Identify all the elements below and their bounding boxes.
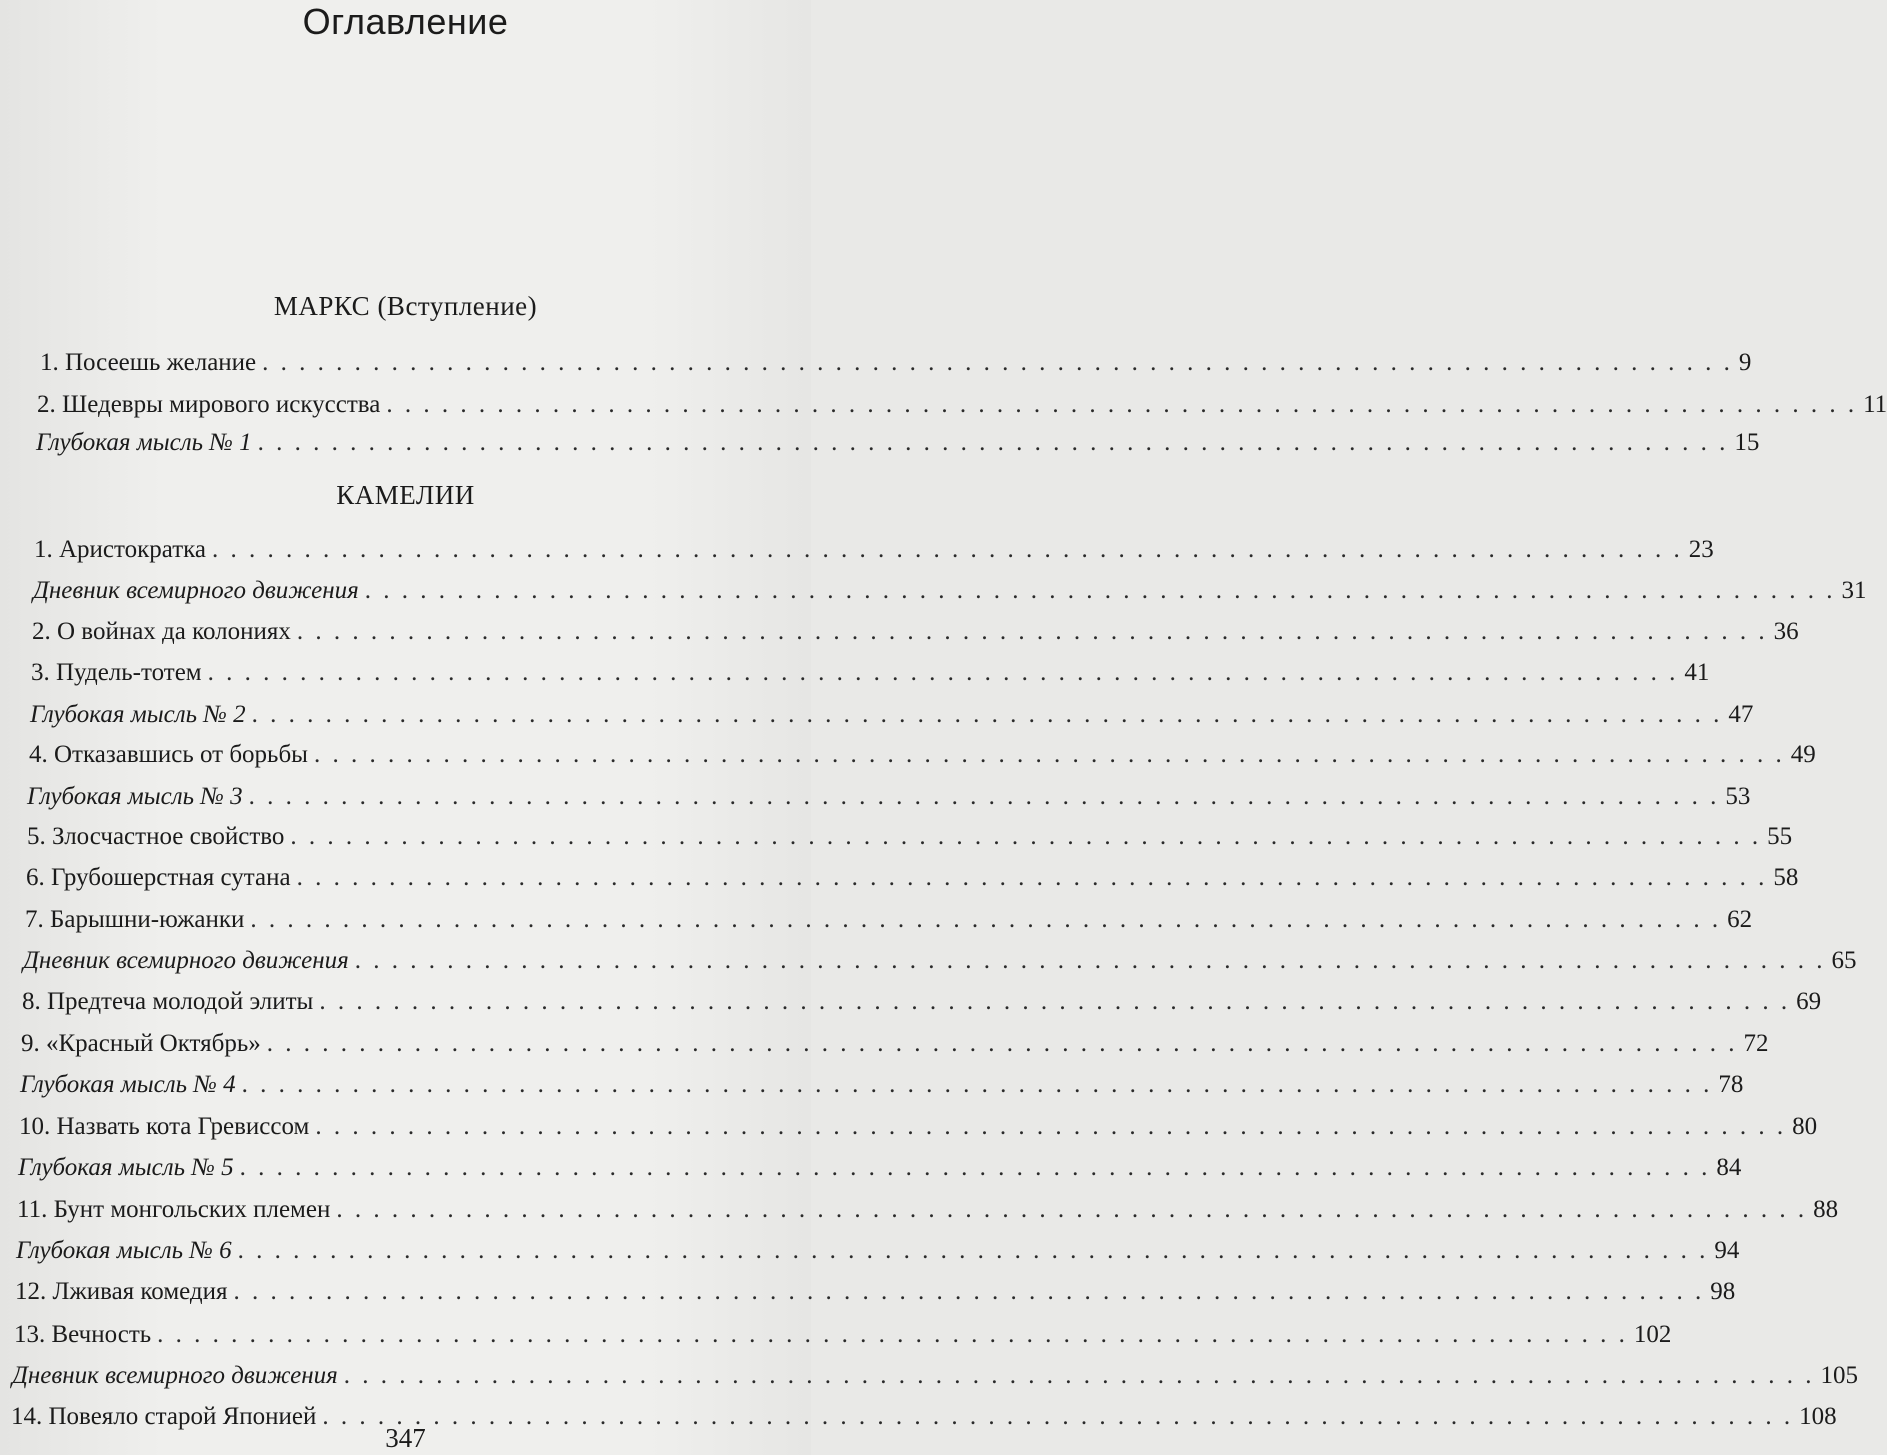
- toc-entry: [27, 820, 1793, 854]
- dot-leader: . . . . . . . . . . . . . . . . . . . . . . . . . . . . . . . . . . . . . . . . . . . . . . . . . . . . . . . . . . . . . . . . . . . . . . . . . . . . . . . .: [313, 741, 1785, 768]
- dot-leader: . . . . . . . . . . . . . . . . . . . . . . . . . . . . . . . . . . . . . . . . . . . . . . . . . . . . . . . . . . . . . . . . . . . . . . . . . . . . . . . .: [250, 906, 1722, 933]
- dot-leader: . . . . . . . . . . . . . . . . . . . . . . . . . . . . . . . . . . . . . . . . . . . . . . . . . . . . . . . . . . . . . . . . . . . . . . . . . . . . . . . .: [336, 1196, 1808, 1223]
- toc-entry: [21, 1027, 1769, 1061]
- toc-entry-title: 5. Злосчастное свойство: [27, 823, 285, 850]
- toc-entry-page: 36: [1773, 618, 1799, 645]
- toc-entry: [23, 944, 1857, 978]
- toc-entry-title: Дневник всемирного движения: [23, 947, 349, 974]
- toc-entry-page: 108: [1799, 1403, 1837, 1430]
- toc-entry-page: 72: [1743, 1030, 1769, 1057]
- dot-leader: . . . . . . . . . . . . . . . . . . . . . . . . . . . . . . . . . . . . . . . . . . . . . . . . . . . . . . . . . . . . . . . . . . . . . . . . . . . . . . . .: [233, 1278, 1705, 1305]
- dot-leader: . . . . . . . . . . . . . . . . . . . . . . . . . . . . . . . . . . . . . . . . . . . . . . . . . . . . . . . . . . . . . . . . . . . . . . . . . . . . . . . .: [364, 577, 1836, 604]
- toc-entry-page: 98: [1710, 1278, 1736, 1305]
- toc-entry: [27, 780, 1751, 814]
- toc-entry-page: 31: [1841, 577, 1867, 604]
- toc-entry-title: Дневник всемирного движения: [33, 577, 359, 604]
- toc-entry: [22, 985, 1822, 1019]
- dot-leader: . . . . . . . . . . . . . . . . . . . . . . . . . . . . . . . . . . . . . . . . . . . . . . . . . . . . . . . . . . . . . . . . . . . . . . . . . . . . . . . .: [241, 1071, 1713, 1098]
- toc-entry-page: 84: [1716, 1154, 1742, 1181]
- toc-entry-title: 2. Шедевры мирового искусства: [37, 391, 381, 418]
- toc-entry-page: 94: [1714, 1237, 1740, 1264]
- toc-entry-title: 3. Пудель-тотем: [31, 659, 202, 686]
- toc-entry-page: 11: [1863, 391, 1887, 418]
- toc-entry-title: 14. Повеяло старой Японией: [11, 1403, 317, 1430]
- toc-entry-page: 78: [1718, 1071, 1744, 1098]
- dot-leader: . . . . . . . . . . . . . . . . . . . . . . . . . . . . . . . . . . . . . . . . . . . . . . . . . . . . . . . . . . . . . . . . . . . . . . . . . . . . . . . .: [322, 1403, 1794, 1430]
- page-title: Оглавление: [302, 1, 509, 42]
- section-heading-camelias: КАМЕЛИИ: [336, 480, 475, 510]
- toc-entry-title: 11. Бунт монгольских племен: [17, 1196, 331, 1223]
- dot-leader: . . . . . . . . . . . . . . . . . . . . . . . . . . . . . . . . . . . . . . . . . . . . . . . . . . . . . . . . . . . . . . . . . . . . . . . . . . . . . . . .: [354, 947, 1826, 974]
- toc-entry-title: 13. Вечность: [14, 1321, 152, 1348]
- toc-entry-page: 102: [1633, 1321, 1672, 1348]
- dot-leader: . . . . . . . . . . . . . . . . . . . . . . . . . . . . . . . . . . . . . . . . . . . . . . . . . . . . . . . . . . . . . . . . . . . . . . . . . . . . . . . .: [290, 823, 1762, 850]
- toc-entry-title: 1. Посеешь желание: [40, 349, 257, 376]
- toc-entry-page: 9: [1738, 349, 1752, 376]
- dot-leader: . . . . . . . . . . . . . . . . . . . . . . . . . . . . . . . . . . . . . . . . . . . . . . . . . . . . . . . . . . . . . . . . . . . . . . . . . . . . . . . .: [237, 1237, 1709, 1264]
- toc-entry-page: 88: [1813, 1196, 1839, 1223]
- dot-leader: . . . . . . . . . . . . . . . . . . . . . . . . . . . . . . . . . . . . . . . . . . . . . . . . . . . . . . . . . . . . . . . . . . . . . . . . . . . . . . . .: [207, 659, 1679, 686]
- toc-entry: [20, 1068, 1744, 1102]
- toc-entry: [25, 903, 1753, 937]
- dot-leader: . . . . . . . . . . . . . . . . . . . . . . . . . . . . . . . . . . . . . . . . . . . . . . . . . . . . . . . . . . . . . . . . . . . . . . . . . . . . . . . .: [248, 783, 1720, 810]
- toc-entry-page: 62: [1727, 906, 1753, 933]
- dot-leader: . . . . . . . . . . . . . . . . . . . . . . . . . . . . . . . . . . . . . . . . . . . . . . . . . . . . . . . . . . . . . . . . . . . . . . . . . . . . . . . .: [319, 988, 1791, 1015]
- dot-leader: . . . . . . . . . . . . . . . . . . . . . . . . . . . . . . . . . . . . . . . . . . . . . . . . . . . . . . . . . . . . . . . . . . . . . . . . . . . . . . . .: [157, 1321, 1628, 1348]
- toc-entry: [40, 346, 1752, 380]
- toc-entry-page: 58: [1773, 864, 1799, 891]
- toc-entry-title: 7. Барышни-южанки: [25, 906, 245, 933]
- toc-entry: [19, 1110, 1818, 1144]
- toc-entry: [36, 426, 1760, 460]
- toc-entry-title: 10. Назвать кота Гревиссом: [19, 1113, 310, 1140]
- dot-leader: . . . . . . . . . . . . . . . . . . . . . . . . . . . . . . . . . . . . . . . . . . . . . . . . . . . . . . . . . . . . . . . . . . . . . . . . . . . . . . . .: [266, 1030, 1738, 1057]
- dot-leader: . . . . . . . . . . . . . . . . . . . . . . . . . . . . . . . . . . . . . . . . . . . . . . . . . . . . . . . . . . . . . . . . . . . . . . . . . . . . . . . .: [257, 429, 1729, 456]
- toc-entry-title: 6. Грубошерстная сутана: [26, 864, 291, 891]
- dot-leader: . . . . . . . . . . . . . . . . . . . . . . . . . . . . . . . . . . . . . . . . . . . . . . . . . . . . . . . . . . . . . . . . . . . . . . . . . . . . . . . .: [386, 391, 1858, 418]
- toc-entry-page: 65: [1831, 947, 1857, 974]
- toc-entry-title: 2. О войнах да колониях: [32, 618, 291, 645]
- toc-entry-page: 47: [1728, 701, 1754, 728]
- toc-entry-title: Глубокая мысль № 4: [20, 1071, 236, 1098]
- page-number: 347: [385, 1423, 426, 1453]
- toc-entry-page: 80: [1792, 1113, 1818, 1140]
- toc-entry: [15, 1275, 1736, 1309]
- toc-entry-title: 12. Лживая комедия: [15, 1278, 228, 1305]
- toc-entry: [29, 738, 1816, 772]
- toc-entry-title: 9. «Красный Октябрь»: [21, 1030, 261, 1057]
- toc-entry-title: Дневник всемирного движения: [12, 1362, 338, 1389]
- toc-entry-page: 49: [1790, 741, 1816, 768]
- dot-leader: . . . . . . . . . . . . . . . . . . . . . . . . . . . . . . . . . . . . . . . . . . . . . . . . . . . . . . . . . . . . . . . . . . . . . . . . . . . . . . . .: [343, 1362, 1815, 1389]
- toc-entry-page: 15: [1734, 429, 1760, 456]
- toc-entry-title: Глубокая мысль № 6: [16, 1237, 232, 1264]
- dot-leader: . . . . . . . . . . . . . . . . . . . . . . . . . . . . . . . . . . . . . . . . . . . . . . . . . . . . . . . . . . . . . . . . . . . . . . . . . . . . . . . .: [262, 349, 1733, 376]
- dot-leader: . . . . . . . . . . . . . . . . . . . . . . . . . . . . . . . . . . . . . . . . . . . . . . . . . . . . . . . . . . . . . . . . . . . . . . . . . . . . . . . .: [251, 701, 1723, 728]
- toc-entry-page: 55: [1767, 823, 1793, 850]
- toc-entry-page: 41: [1684, 659, 1710, 686]
- toc-entry: [16, 1234, 1740, 1268]
- toc-entry: [31, 656, 1710, 690]
- toc-entry: [26, 861, 1799, 895]
- section-heading-marx: МАРКС (Вступление): [273, 291, 538, 321]
- toc-entry: [34, 533, 1714, 567]
- toc-entry: [12, 1359, 1859, 1393]
- toc-entry-page: 69: [1796, 988, 1822, 1015]
- toc-entry-title: Глубокая мысль № 3: [27, 783, 243, 810]
- toc-entry-title: Глубокая мысль № 1: [36, 429, 252, 456]
- dot-leader: . . . . . . . . . . . . . . . . . . . . . . . . . . . . . . . . . . . . . . . . . . . . . . . . . . . . . . . . . . . . . . . . . . . . . . . . . . . . . . . .: [212, 536, 1683, 563]
- toc-entry: [32, 615, 1799, 649]
- toc-entry-page: 105: [1820, 1362, 1859, 1389]
- toc-entry: [18, 1151, 1742, 1185]
- dot-leader: . . . . . . . . . . . . . . . . . . . . . . . . . . . . . . . . . . . . . . . . . . . . . . . . . . . . . . . . . . . . . . . . . . . . . . . . . . . . . . . .: [239, 1154, 1711, 1181]
- toc-entry-page: 53: [1725, 783, 1751, 810]
- dot-leader: . . . . . . . . . . . . . . . . . . . . . . . . . . . . . . . . . . . . . . . . . . . . . . . . . . . . . . . . . . . . . . . . . . . . . . . . . . . . . . . .: [296, 618, 1768, 645]
- toc-entry-title: 8. Предтеча молодой элиты: [22, 988, 314, 1015]
- dot-leader: . . . . . . . . . . . . . . . . . . . . . . . . . . . . . . . . . . . . . . . . . . . . . . . . . . . . . . . . . . . . . . . . . . . . . . . . . . . . . . . .: [296, 864, 1768, 891]
- toc-entry: [14, 1318, 1672, 1352]
- dot-leader: . . . . . . . . . . . . . . . . . . . . . . . . . . . . . . . . . . . . . . . . . . . . . . . . . . . . . . . . . . . . . . . . . . . . . . . . . . . . . . . .: [315, 1113, 1787, 1140]
- toc-entry-title: Глубокая мысль № 2: [30, 701, 246, 728]
- toc-entry-page: 23: [1688, 536, 1714, 563]
- toc-entry-title: 1. Аристократка: [34, 536, 207, 563]
- toc-entry: [17, 1193, 1839, 1227]
- toc-entry: [37, 388, 1887, 422]
- toc-entry: [30, 698, 1754, 732]
- toc-entry: [33, 574, 1867, 608]
- toc-entry-title: 4. Отказавшись от борьбы: [29, 741, 308, 768]
- toc-entry-title: Глубокая мысль № 5: [18, 1154, 234, 1181]
